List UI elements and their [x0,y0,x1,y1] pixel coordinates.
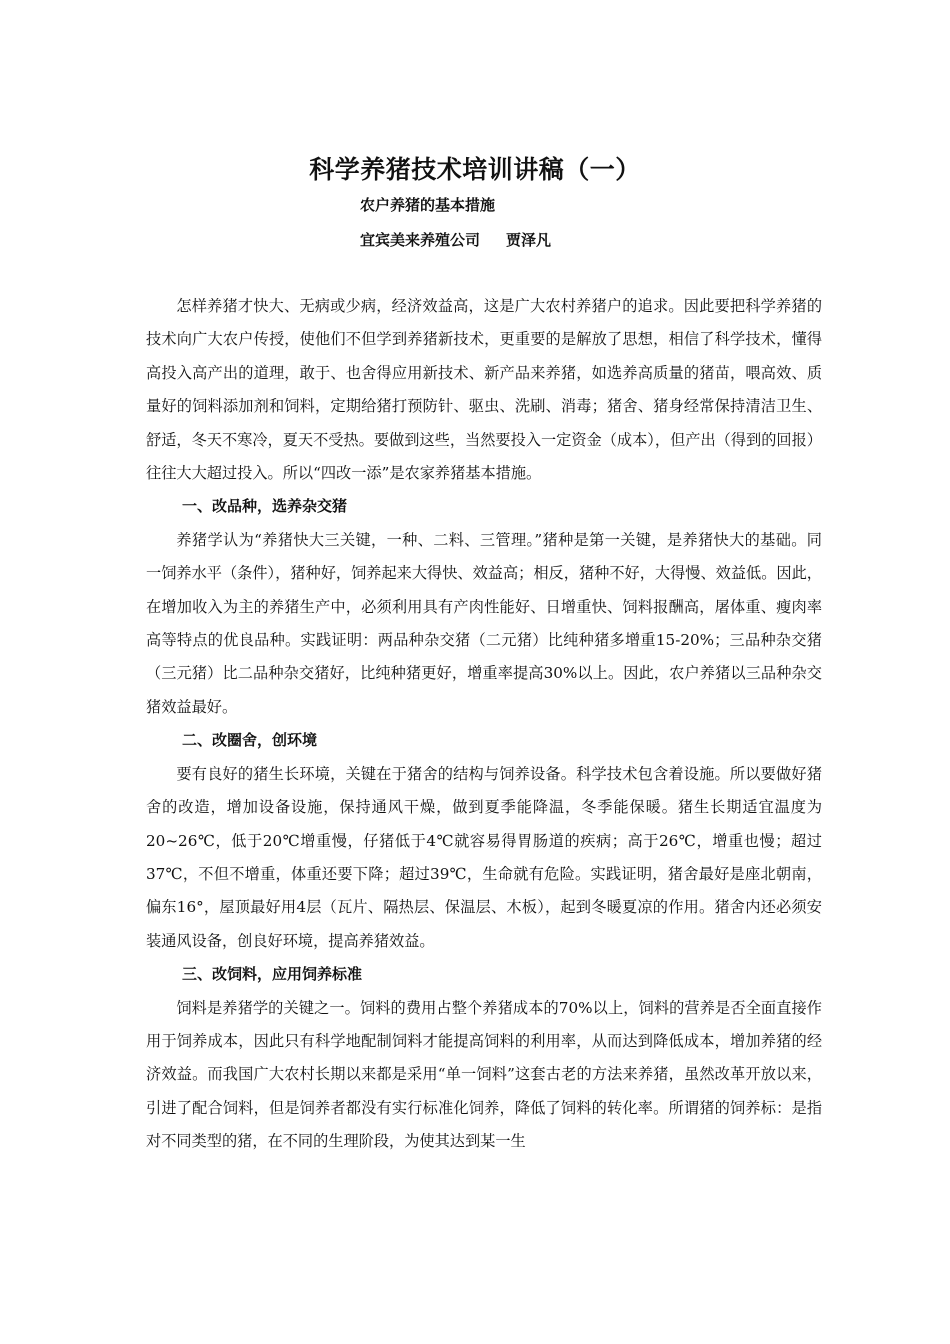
document-title: 科学养猪技术培训讲稿（一） [309,155,641,184]
section-paragraph-2: 要有良好的猪生长环境，关键在于猪舍的结构与饲养设备。科学技术包含着设施。所以要做好猪舍的改造，增加设备设施，保持通风干燥，做到夏季能降温，冬季能保暖。猪生长期适宜温度为20~26℃，低于20℃增重慢，仔猪低于4℃就容易得胃肠道的疾病；高于26℃，增重也慢；超过37℃，不但不增重，体重还要下降；超过39℃，生命就有危险。实践证明，猪舍最好是座北朝南，偏东16°，屋顶最好用4层（瓦片、隔热层、保温层、木板），起到冬暖夏凉的作用。猪舍内还必须安装通风设备，创良好环境，提高养猪效益。 [146,764,822,950]
section-paragraph-3: 饲料是养猪学的关键之一。饲料的费用占整个养猪成本的70%以上，饲料的营养是否全面直接作用于饲养成本，因此只有科学地配制饲料才能提高饲料的利用率，从而达到降低成本，增加养猪的经济效益。而我国广大农村长期以来都是采用“单一饲料”这套古老的方法来养猪，虽然改革开放以来，引进了配合饲料，但是饲养者都没有实行标准化饲养，降低了饲料的转化率。所谓猪的饲养标：是指对不同类型的猪，在不同的生理阶段，为使其达到某一生 [146,998,822,1151]
section-paragraph-1: 养猪学认为“养猪快大三关键，一种、二料、三管理。”猪种是第一关键，是养猪快大的基础。同一饲养水平（条件），猪种好，饲养起来大得快、效益高；相反，猪种不好，大得慢、效益低。因此，在增加收入为主的养猪生产中，必须利用具有产肉性能好、日增重快、饲料报酬高，屠体重、瘦肉率高等特点的优良品种。实践证明：两品种杂交猪（二元猪）比纯种猪多增重15-20%；三品种杂交猪（三元猪）比二品种杂交猪好，比纯种猪更好，增重率提高30%以上。因此，农户养猪以三品种杂交猪效益最好。 [146,530,822,716]
section-heading-3: 三、改饲料，应用饲养标准 [182,965,363,984]
author-name: 贾泽凡 [506,231,552,249]
section-heading-1: 一、改品种，选养杂交猪 [182,497,348,516]
document-body [146,290,822,1159]
intro-paragraph: 怎样养猪才快大、无病或少病，经济效益高，这是广大农村养猪户的追求。因此要把科学养猪的技术向广大农户传授，使他们不但学到养猪新技术，更重要的是解放了思想，相信了科学技术，懂得高投入高产出的道理，敢于、也舍得应用新技术、新产品来养猪，如选养高质量的猪苗，喂高效、质量好的饲料添加剂和饲料，定期给猪打预防针、驱虫、洗刷、消毒；猪舍、猪身经常保持清洁卫生、舒适，冬天不寒冷，夏天不受热。要做到这些，当然要投入一定资金（成本），但产出（得到的回报）往往大大超过投入。所以“四改一添”是农家养猪基本措施。 [146,297,822,483]
company-name: 宜宾美来养殖公司 [360,231,481,249]
section-heading-2: 二、改圈舍，创环境 [182,731,318,750]
document-subtitle: 农户养猪的基本措施 [360,196,496,214]
author-line [360,229,551,250]
